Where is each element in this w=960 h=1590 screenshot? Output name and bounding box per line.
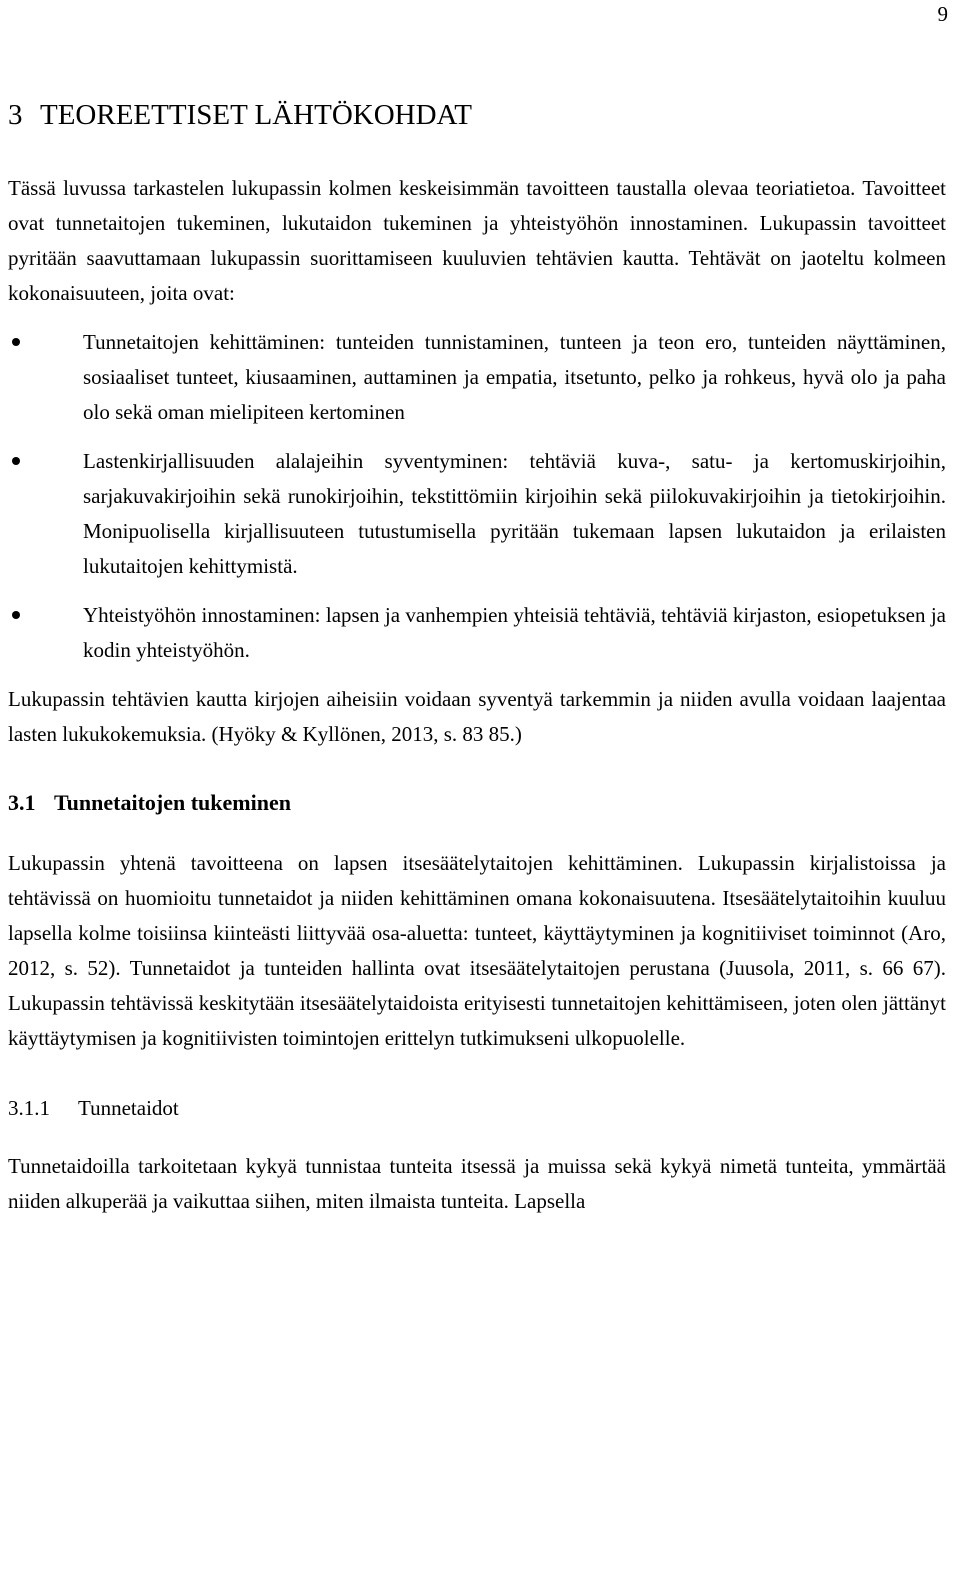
list-item bbox=[8, 598, 946, 668]
subsection-paragraph: Tunnetaidoilla tarkoitetaan kykyä tunnistaa tunteita itsessä ja muissa sekä kykyä nimetä tunteita, ymmärtää niiden alkuperää ja vaikuttaa siihen, miten ilmaista tunteita. Lapsella bbox=[8, 1154, 946, 1214]
section-number: 3.1 bbox=[8, 789, 36, 815]
chapter-heading bbox=[8, 98, 946, 133]
list-item-text: Yhteistyöhön innostaminen: lapsen ja vanhempien yhteisiä tehtäviä, tehtäviä kirjaston, esiopetuksen ja kodin yhteistyöhön. bbox=[83, 602, 946, 662]
chapter-title: TEOREETTISET LÄHTÖKOHDAT bbox=[40, 99, 472, 131]
section-paragraph: Lukupassin yhtenä tavoitteena on lapsen itsesäätelytaitojen kehittäminen. Lukupassin kirjalistoissa ja tehtävissä on huomioitu tunnetaidot ja niiden kehittäminen omana kokonaisuutena. Itsesäätelytaitoihin kuuluu lapsella kolme toisiinsa kiinteästi liittyvää osa-aluetta: tunteet, käyttäytyminen ja kognitiiviset toiminnot (Aro, 2012, s. 52). Tunnetaidot ja tunteiden hallinta ovat itsesäätelytaitojen perustana (Juusola, 2011, s. 66 67). Lukupassin tehtävissä keskitytään itsesäätelytaidoista erityisesti tunnetaitojen kehittämiseen, joten olen jättänyt käyttäytymisen ja kognitiivisten toimintojen erittelyn tutkimukseni ulkopuolelle. bbox=[8, 851, 946, 1051]
page-number: 9 bbox=[937, 2, 948, 26]
goals-list bbox=[8, 325, 946, 668]
list-item bbox=[8, 325, 946, 430]
subsection-heading bbox=[8, 1096, 946, 1121]
list-item bbox=[8, 444, 946, 584]
chapter-number: 3 bbox=[8, 99, 23, 131]
section-heading bbox=[8, 790, 946, 816]
intro-paragraph: Tässä luvussa tarkastelen lukupassin kolmen keskeisimmän tavoitteen taustalla olevaa teoriatietoa. Tavoitteet ovat tunnetaitojen tukeminen, lukutaidon tukeminen ja yhteistyöhön innostaminen. Lukupassin tavoitteet pyritään saavuttamaan lukupassin suorittamiseen kuuluvien tehtävien kautta. Tehtävät on jaoteltu kolmeen kokonaisuuteen, joita ovat: bbox=[8, 175, 946, 305]
subsection-title: Tunnetaidot bbox=[78, 1096, 179, 1121]
page-content bbox=[8, 98, 946, 1219]
after-list-paragraph: Lukupassin tehtävien kautta kirjojen aiheisiin voidaan syventyä tarkemmin ja niiden avulla voidaan laajentaa lasten lukukokemuksia. (Hyöky & Kyllönen, 2013, s. 83 85.) bbox=[8, 686, 946, 746]
subsection-number: 3.1.1 bbox=[8, 1096, 50, 1121]
list-item-text: Lastenkirjallisuuden alalajeihin syventyminen: tehtäviä kuva-, satu- ja kertomuskirjoihin, sarjakuvakirjoihin sekä runokirjoihin, tekstittömiin kirjoihin sekä piilokuvakirjoihin ja tietokirjoihin. Monipuolisella kirjallisuuteen tutustumisella pyritään tukemaan lapsen lukutaidon ja erilaisten lukutaitojen kehittymistä. bbox=[83, 448, 946, 578]
list-item-text: Tunnetaitojen kehittäminen: tunteiden tunnistaminen, tunteen ja teon ero, tunteiden näyttäminen, sosiaaliset tunteet, kiusaaminen, auttaminen ja empatia, itsetunto, pelko ja rohkeus, hyvä olo ja paha olo sekä oman mielipiteen kertominen bbox=[83, 329, 946, 424]
section-title: Tunnetaitojen tukeminen bbox=[54, 789, 291, 815]
